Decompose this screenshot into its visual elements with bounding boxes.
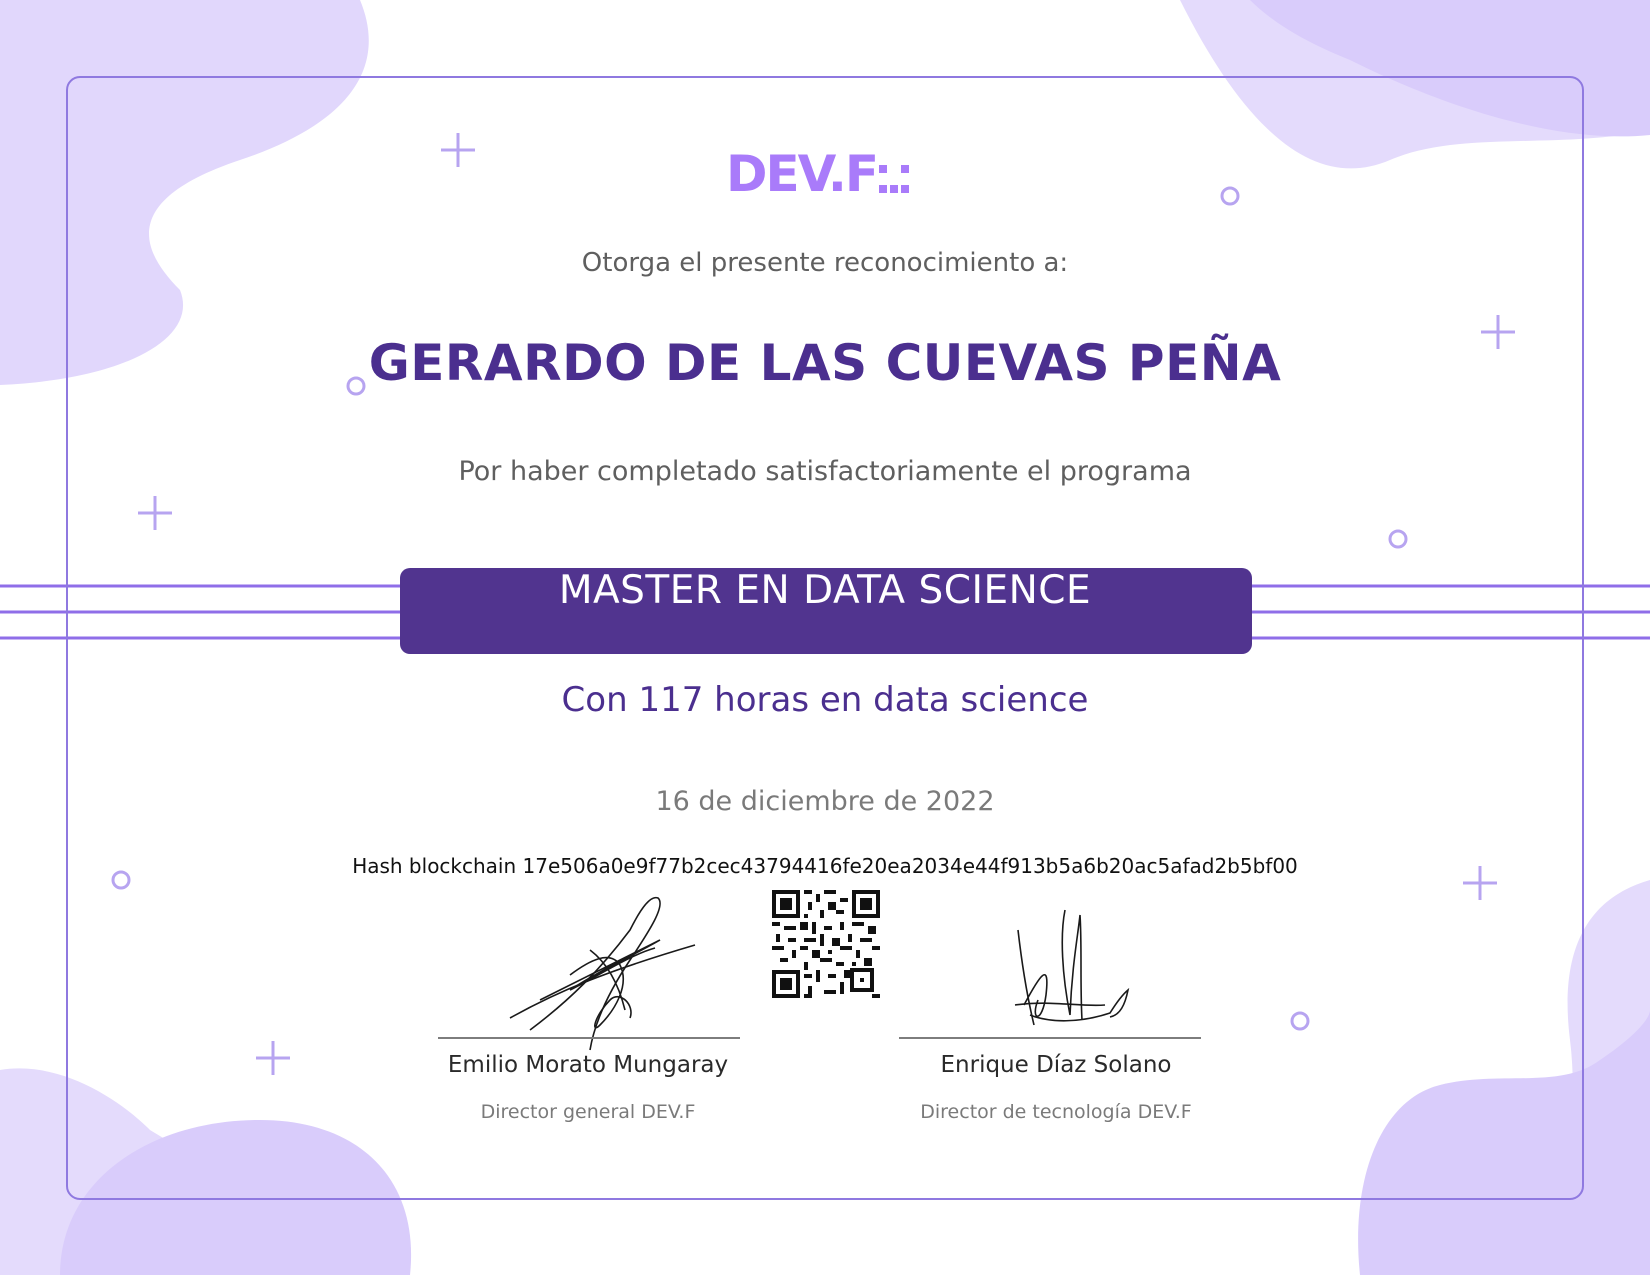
certificate-subtitle: Otorga el presente reconocimiento a: bbox=[581, 248, 1069, 278]
logo-text: DEV.F bbox=[726, 145, 878, 203]
signatory-role-1: Director general DEV.F bbox=[480, 1101, 696, 1123]
signature-line-2 bbox=[899, 1037, 1201, 1039]
program-hours: Con 117 horas en data science bbox=[561, 680, 1089, 720]
signatory-role-2: Director de tecnología DEV.F bbox=[920, 1101, 1192, 1123]
signatory-name-2: Enrique Díaz Solano bbox=[940, 1052, 1172, 1078]
signature-image-1 bbox=[500, 890, 710, 1070]
completion-reason: Por haber completado satisfactoriamente el programa bbox=[458, 456, 1192, 487]
blockchain-hash: Hash blockchain 17e506a0e9f77b2cec43794416fe20ea2034e44f913b5a6b20ac5afad2b5bf00 bbox=[352, 854, 1298, 878]
qr-code-icon bbox=[772, 890, 880, 998]
signature-image-2 bbox=[1010, 905, 1140, 1045]
devf-logo-icon bbox=[879, 157, 909, 197]
signature-line-1 bbox=[438, 1037, 740, 1039]
program-title: MASTER EN DATA SCIENCE bbox=[558, 568, 1092, 613]
logo bbox=[726, 145, 909, 203]
recipient-name: GERARDO DE LAS CUEVAS PEÑA bbox=[368, 334, 1282, 392]
signatory-name-1: Emilio Morato Mungaray bbox=[447, 1052, 729, 1078]
issue-date: 16 de diciembre de 2022 bbox=[655, 786, 995, 817]
